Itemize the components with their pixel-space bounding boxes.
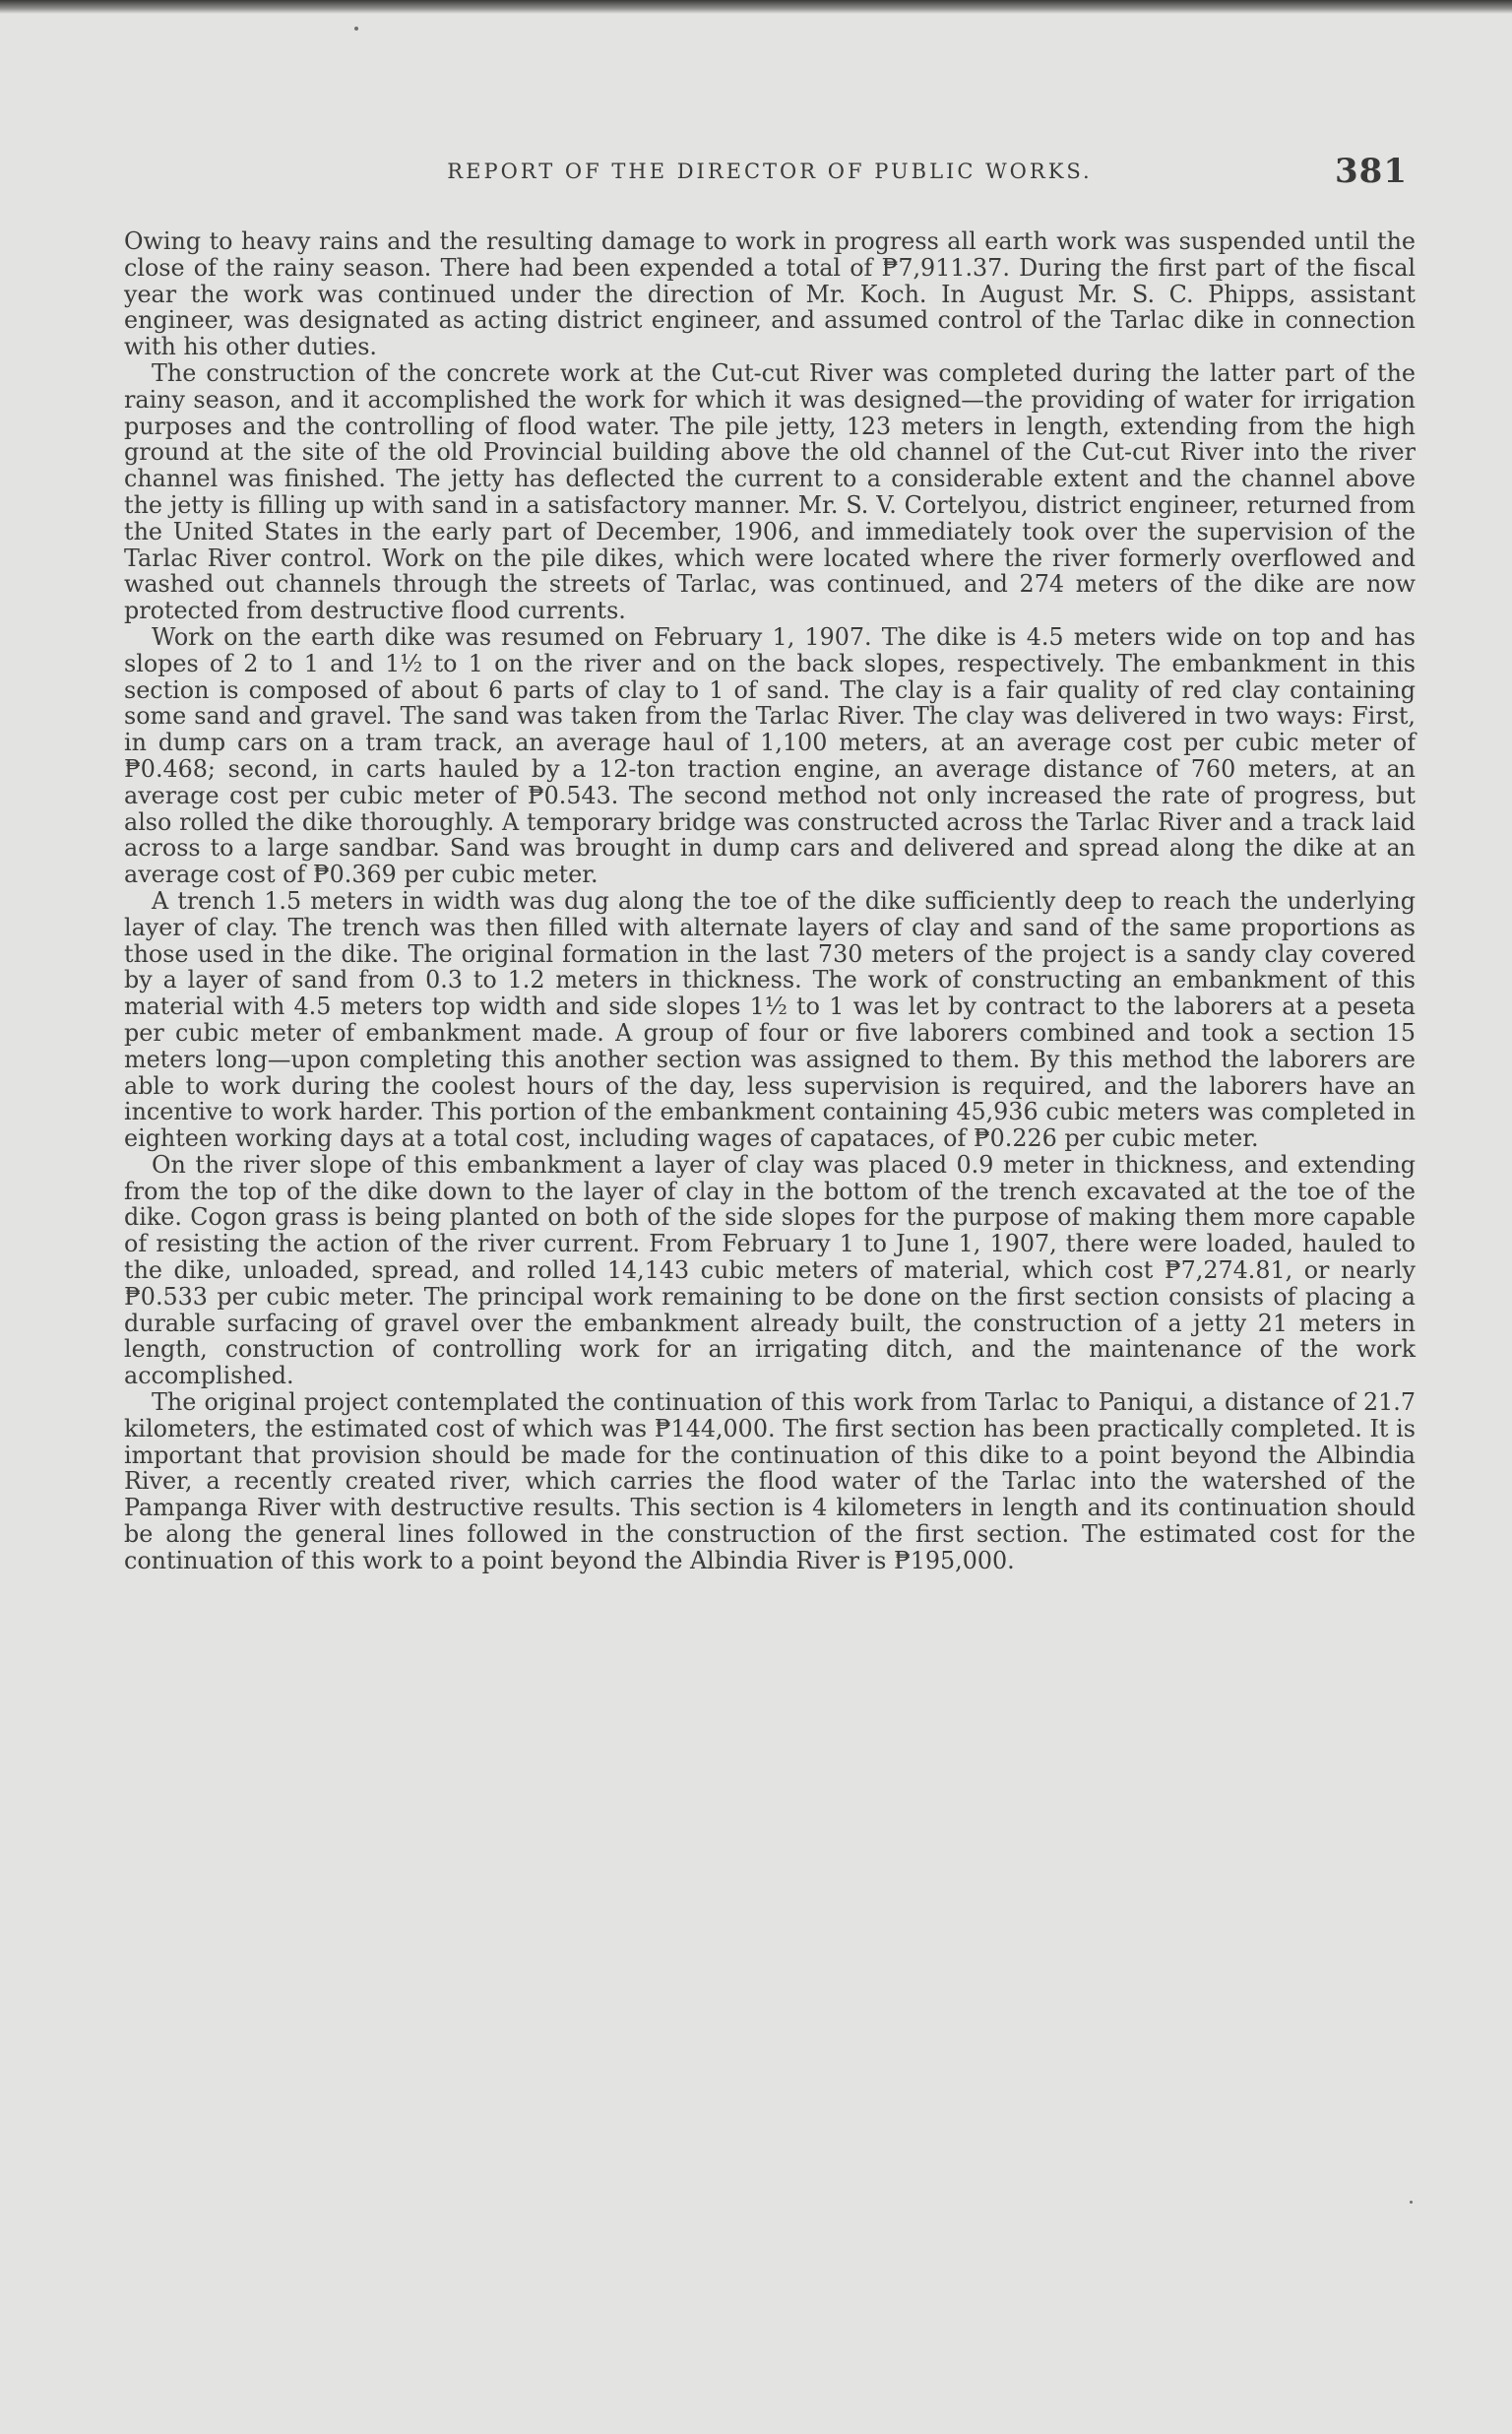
paragraph: On the river slope of this embankment a layer of clay was placed 0.9 meter in thickness, and extending from the top of the dike down to the layer of clay in the bottom of the trench excavated at the toe of the dike. Cogon grass is being planted on both of the side slopes for the purpose of making them more capable of resisting the action of the river current. From February 1 to June 1, 1907, there were loaded, hauled to the dike, unloaded, spread, and rolled 14,143 cubic meters of material, which cost ₱7,274.81, or nearly ₱0.533 per cubic meter. The principal work remaining to be done on the first section consists of placing a durable surfacing of gravel over the embankment already built, the construction of a jetty 21 meters in length, construction of controlling work for an irrigating ditch, and the maintenance of the work accomplished. — [124, 1150, 1416, 1390]
page-number: 381 — [1335, 152, 1408, 191]
paragraph: Owing to heavy rains and the resulting damage to work in progress all earth work was suspended until the close of the rainy season. There had been expended a total of ₱7,911.37. During the first part of the fiscal year the work was continued under the direction of Mr. Koch. In August Mr. S. C. Phipps, assistant engineer, was designated as acting district engineer, and assumed control of the Tarlac dike in connection with his other duties. — [124, 227, 1416, 361]
paragraph: A trench 1.5 meters in width was dug along the toe of the dike sufficiently deep to reach the underlying layer of clay. The trench was then filled with alternate layers of clay and sand of the same proportions as those used in the dike. The original formation in the last 730 meters of the project is a sandy clay covered by a layer of sand from 0.3 to 1.2 meters in thickness. The work of constructing an embankment of this material with 4.5 meters top width and side slopes 1½ to 1 was let by contract to the laborers at a peseta per cubic meter of embankment made. A group of four or five laborers combined and took a section 15 meters long—upon completing this another section was assigned to them. By this method the laborers are able to work during the coolest hours of the day, less supervision is required, and the laborers have an incentive to work harder. This portion of the embankment containing 45,936 cubic meters was completed in eighteen working days at a total cost, including wages of capataces, of ₱0.226 per cubic meter. — [124, 886, 1416, 1153]
scan-top-edge — [0, 0, 1512, 14]
page-header — [124, 148, 1416, 207]
page-body — [124, 228, 1416, 1574]
paragraph: The original project contemplated the continuation of this work from Tarlac to Paniqui, a distance of 21.7 kilometers, the estimated cost of which was ₱144,000. The first section has been practically completed. It is important that provision should be made for the continuation of this dike to a point beyond the Albindia River, a recently created river, which carries the flood water of the Tarlac into the watershed of the Pampanga River with destructive results. This section is 4 kilometers in length and its continuation should be along the general lines followed in the construction of the first section. The estimated cost for the continuation of this work to a point beyond the Albindia River is ₱195,000. — [124, 1388, 1416, 1574]
running-title: REPORT OF THE DIRECTOR OF PUBLIC WORKS. — [447, 160, 1093, 183]
paragraph: Work on the earth dike was resumed on February 1, 1907. The dike is 4.5 meters wide on top and has slopes of 2 to 1 and 1½ to 1 on the river and on the back slopes, respectively. The embankment in this section is composed of about 6 parts of clay to 1 of sand. The clay is a fair quality of red clay containing some sand and gravel. The sand was taken from the Tarlac River. The clay was delivered in two ways: First, in dump cars on a tram track, an average haul of 1,100 meters, at an average cost per cubic meter of ₱0.468; second, in carts hauled by a 12-ton traction engine, an average distance of 760 meters, at an average cost per cubic meter of ₱0.543. The second method not only increased the rate of progress, but also rolled the dike thoroughly. A temporary bridge was constructed across the Tarlac River and a track laid across to a large sandbar. Sand was brought in dump cars and delivered and spread along the dike at an average cost of ₱0.369 per cubic meter. — [124, 622, 1416, 889]
paragraph: The construction of the concrete work at the Cut-cut River was completed during the latter part of the rainy season, and it accomplished the work for which it was designed—the providing of water for irrigation purposes and the controlling of flood water. The pile jetty, 123 meters in length, extending from the high ground at the site of the old Provincial building above the old channel of the Cut-cut River into the river channel was finished. The jetty has deflected the current to a considerable extent and the channel above the jetty is filling up with sand in a satisfactory manner. Mr. S. V. Cortelyou, district engineer, returned from the United States in the early part of December, 1906, and immediately took over the supervision of the Tarlac River control. Work on the pile dikes, which were located where the river formerly overflowed and washed out channels through the streets of Tarlac, was continued, and 274 meters of the dike are now protected from destructive flood currents. — [124, 358, 1416, 625]
scan-speck — [1410, 2201, 1413, 2204]
scan-speck — [354, 27, 358, 31]
